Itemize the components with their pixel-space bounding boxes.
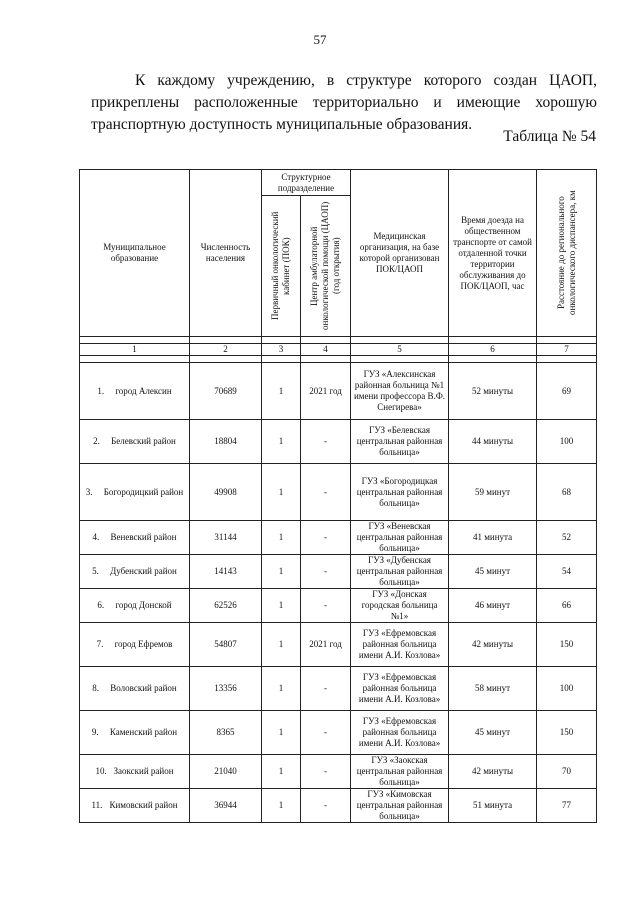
pok-cell: 1 [262, 667, 301, 711]
municipality-name: Кимовский район [109, 800, 178, 810]
distance-cell: 150 [537, 623, 597, 667]
municipality-cell [80, 711, 190, 755]
caop-cell: - [301, 789, 351, 823]
municipal-table [79, 169, 597, 823]
caop-cell: - [301, 755, 351, 789]
row-number: 9. [91, 727, 99, 737]
medical-org-cell: ГУЗ «Дубенская центральная районная больница» [351, 555, 449, 589]
header-pok: Первичный онкологический кабинет (ПОК) [270, 211, 291, 321]
table-body [80, 363, 597, 823]
medical-org-cell: ГУЗ «Донская городская больница №1» [351, 589, 449, 623]
distance-cell: 70 [537, 755, 597, 789]
municipality-name: Веневский район [110, 532, 177, 542]
population-cell: 70689 [190, 363, 262, 420]
header-structural-unit: Структурное подразделение [262, 170, 351, 196]
population-cell: 31144 [190, 521, 262, 555]
row-number: 6. [97, 600, 105, 610]
distance-cell: 52 [537, 521, 597, 555]
table-row [80, 711, 597, 755]
population-cell: 36944 [190, 789, 262, 823]
pok-cell: 1 [262, 464, 301, 521]
pok-cell: 1 [262, 789, 301, 823]
header-medical-org: Медицинская организация, на базе которой организован ПОК/ЦАОП [351, 170, 449, 337]
caop-cell: - [301, 667, 351, 711]
population-cell: 62526 [190, 589, 262, 623]
column-number: 7 [537, 344, 597, 356]
population-cell: 21040 [190, 755, 262, 789]
row-number: 7. [96, 639, 104, 649]
table-row [80, 363, 597, 420]
municipality-cell [80, 623, 190, 667]
caop-cell: 2021 год [301, 623, 351, 667]
row-number: 1. [97, 385, 105, 396]
medical-org-cell: ГУЗ «Заокская центральная районная больница» [351, 755, 449, 789]
distance-cell: 66 [537, 589, 597, 623]
distance-cell: 68 [537, 464, 597, 521]
header-spacer [80, 337, 597, 344]
municipality-name: Заокский район [113, 766, 174, 776]
table-row [80, 420, 597, 464]
population-cell: 18804 [190, 420, 262, 464]
travel-time-cell: 52 минуты [449, 363, 537, 420]
municipality-name: Дубенский район [110, 566, 177, 576]
pok-cell: 1 [262, 521, 301, 555]
table-row [80, 589, 597, 623]
table-caption: Таблица № 54 [503, 128, 596, 145]
table-row [80, 667, 597, 711]
pok-cell: 1 [262, 555, 301, 589]
municipality-name: Каменский район [109, 727, 178, 737]
travel-time-cell: 45 минут [449, 711, 537, 755]
header-distance-cell [537, 170, 597, 337]
caop-cell: 2021 год [301, 363, 351, 420]
row-number: 11. [91, 800, 103, 810]
table-row [80, 464, 597, 521]
distance-cell: 100 [537, 420, 597, 464]
travel-time-cell: 41 минута [449, 521, 537, 555]
header-population: Численность населения [190, 170, 262, 337]
caop-cell: - [301, 420, 351, 464]
municipality-name: Богородицкий район [103, 486, 184, 497]
municipality-cell [80, 589, 190, 623]
travel-time-cell: 42 минуты [449, 623, 537, 667]
distance-cell: 100 [537, 667, 597, 711]
column-number: 5 [351, 344, 449, 356]
municipality-name: город Ефремов [114, 639, 173, 649]
column-number: 6 [449, 344, 537, 356]
municipality-name: Воловский район [110, 683, 177, 693]
row-number: 8. [92, 683, 100, 693]
table-row [80, 755, 597, 789]
travel-time-cell: 46 минут [449, 589, 537, 623]
municipality-cell [80, 789, 190, 823]
row-number: 3. [85, 486, 93, 497]
medical-org-cell: ГУЗ «Ефремовская районная больница имени А.И. Козлова» [351, 667, 449, 711]
municipality-name: Белевский район [111, 436, 176, 446]
header-spacer [80, 356, 597, 363]
column-number-row [80, 344, 597, 356]
medical-org-cell: ГУЗ «Белевская центральная районная больница» [351, 420, 449, 464]
municipality-cell [80, 420, 190, 464]
medical-org-cell: ГУЗ «Богородицкая центральная районная больница» [351, 464, 449, 521]
header-municipality: Муниципальное образование [80, 170, 190, 337]
row-number: 4. [92, 532, 100, 542]
header-distance: Расстояние до регионального онкологического диспансера, км [555, 190, 577, 316]
medical-org-cell: ГУЗ «Алексинская районная больница №1 имени профессора В.Ф. Снегирева» [351, 363, 449, 420]
caop-cell: - [301, 555, 351, 589]
distance-cell: 54 [537, 555, 597, 589]
page-number: 57 [313, 32, 327, 47]
municipality-cell [80, 555, 190, 589]
header-caop-cell [301, 196, 351, 337]
column-number: 4 [301, 344, 351, 356]
row-number: 10. [95, 766, 107, 776]
medical-org-cell: ГУЗ «Ефремовская районная больница имени А.И. Козлова» [351, 623, 449, 667]
pok-cell: 1 [262, 589, 301, 623]
municipality-cell [80, 363, 190, 420]
distance-cell: 77 [537, 789, 597, 823]
travel-time-cell: 59 минут [449, 464, 537, 521]
column-number: 1 [80, 344, 190, 356]
municipality-cell [80, 667, 190, 711]
medical-org-cell: ГУЗ «Ефремовская районная больница имени А.И. Козлова» [351, 711, 449, 755]
population-cell: 54807 [190, 623, 262, 667]
caop-cell: - [301, 464, 351, 521]
travel-time-cell: 45 минут [449, 555, 537, 589]
pok-cell: 1 [262, 755, 301, 789]
row-number: 2. [93, 436, 100, 446]
table-row [80, 555, 597, 589]
column-number: 3 [262, 344, 301, 356]
pok-cell: 1 [262, 363, 301, 420]
population-cell: 14143 [190, 555, 262, 589]
intro-paragraph [91, 70, 597, 136]
table-row [80, 789, 597, 823]
caop-cell: - [301, 711, 351, 755]
municipality-cell [80, 521, 190, 555]
municipality-cell [80, 755, 190, 789]
table-row [80, 623, 597, 667]
caop-cell: - [301, 521, 351, 555]
intro-text: К каждому учреждению, в структуре которого создан ЦАОП, прикреплены расположенные территориально и имеющие хорошую транспортную доступность муниципальные образования. [91, 72, 597, 133]
population-cell: 8365 [190, 711, 262, 755]
population-cell: 13356 [190, 667, 262, 711]
travel-time-cell: 51 минута [449, 789, 537, 823]
municipality-cell [80, 464, 190, 521]
municipality-name: город Донской [115, 600, 172, 610]
distance-cell: 69 [537, 363, 597, 420]
header-pok-cell [262, 196, 301, 337]
travel-time-cell: 42 минуты [449, 755, 537, 789]
municipality-name: город Алексин [115, 385, 172, 396]
population-cell: 49908 [190, 464, 262, 521]
travel-time-cell: 44 минуты [449, 420, 537, 464]
pok-cell: 1 [262, 623, 301, 667]
caop-cell: - [301, 589, 351, 623]
pok-cell: 1 [262, 420, 301, 464]
header-travel-time: Время доезда на общественном транспорте от самой отдаленной точки территории обслуживания до ПОК/ЦАОП, час [449, 170, 537, 337]
travel-time-cell: 58 минут [449, 667, 537, 711]
header-caop: Центр амбулаторной онкологической помощи (ЦАОП) (год открытия) [309, 201, 341, 331]
distance-cell: 150 [537, 711, 597, 755]
medical-org-cell: ГУЗ «Веневская центральная районная больница» [351, 521, 449, 555]
medical-org-cell: ГУЗ «Кимовская центральная районная больница» [351, 789, 449, 823]
column-number: 2 [190, 344, 262, 356]
table-row [80, 521, 597, 555]
pok-cell: 1 [262, 711, 301, 755]
row-number: 5. [92, 566, 99, 576]
